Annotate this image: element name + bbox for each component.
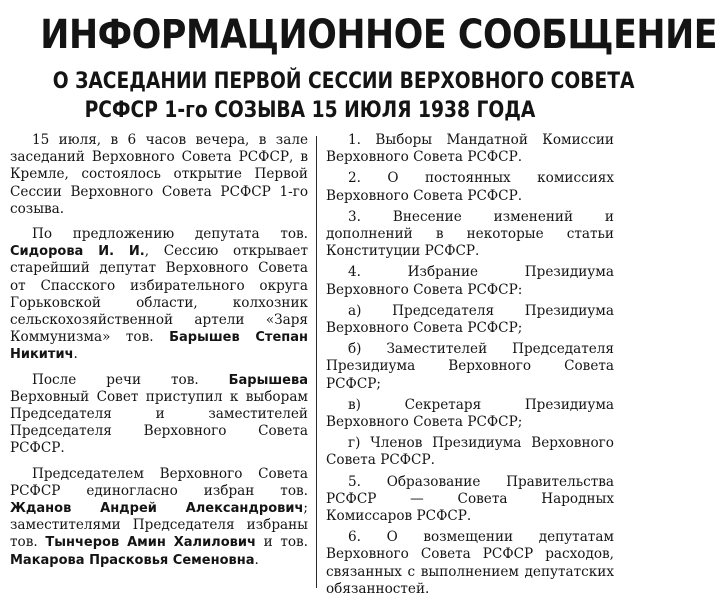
text: ; заместителями Председателя избраны тов. xyxy=(10,500,308,551)
agenda-subitem: а) Председателя Президиума Верховного Совета РСФСР; xyxy=(326,302,614,337)
agenda-item: 1. Выборы Мандатной Комиссии Верховного Совета РСФСР. xyxy=(326,132,614,166)
text: По предложению депутата тов. xyxy=(32,226,308,243)
subheadline-line-1: О ЗАСЕДАНИИ ПЕРВОЙ СЕССИИ ВЕРХОВНОГО СОВЕТА xyxy=(52,68,635,94)
left-column xyxy=(10,132,308,577)
text: , Сессию открывает старейший депутат Верховного Совета от Спасского избирательного округа Горьковской области, колхозник сельскохозяйственной артели «Заря Коммунизма» тов. xyxy=(10,243,308,346)
agenda-column xyxy=(326,132,614,602)
paragraph-proposal xyxy=(10,226,308,364)
agenda-item: 3. Внесение изменений и дополнений в некоторые статьи Конституции РСФСР. xyxy=(326,208,614,260)
text: . xyxy=(73,346,78,363)
subheadline-line-2: РСФСР 1-го СОЗЫВА 15 ИЮЛЯ 1938 ГОДА xyxy=(84,97,536,123)
person-name: Жданов Андрей Александрович xyxy=(10,501,304,517)
person-name: Барышева xyxy=(228,372,308,388)
agenda-item: 2. О постоянных комиссиях Верховного Совета РСФСР. xyxy=(326,170,614,204)
agenda-item: 5. Образование Правительства РСФСР — Совета Народных Комиссаров РСФСР. xyxy=(326,473,614,525)
text: После речи тов. xyxy=(32,371,229,388)
paragraph-after-speech xyxy=(10,372,308,458)
column-divider xyxy=(316,136,317,588)
text: и тов. xyxy=(255,534,309,551)
text: Верховный Совет приступил к выборам Председателя и заместителей Председателя Верховного Совета РСФСР. xyxy=(10,388,308,457)
person-name: Макарова Прасковья Семеновна xyxy=(10,552,255,568)
agenda-subitem: г) Членов Президиума Верховного Совета РСФСР. xyxy=(326,435,614,469)
agenda-item: 4. Избрание Президиума Верховного Совета РСФСР: xyxy=(326,264,614,298)
headline: ИНФОРМАЦИОННОЕ СООБЩЕНИЕ xyxy=(40,12,717,58)
paragraph-election xyxy=(10,466,308,569)
agenda-subitem: в) Секретаря Президиума Верховного Совета РСФСР; xyxy=(326,396,614,431)
person-name: Барышев Степан Никитич xyxy=(10,330,309,363)
person-name: Сидорова И. И. xyxy=(10,244,145,260)
text: Председателем Верховного Совета РСФСР единогласно избран тов. xyxy=(10,465,308,499)
person-name: Тынчеров Амин Халилович xyxy=(45,535,256,551)
agenda-item: 6. О возмещении депутатам Верховного Совета РСФСР расходов, связанных с выполнением депутатских обязанностей. xyxy=(326,529,614,597)
text: . xyxy=(254,551,259,568)
agenda-subitem: б) Заместителей Председателя Президиума Верховного Совета РСФСР; xyxy=(326,341,614,392)
paragraph-opening: 15 июля, в 6 часов вечера, в зале заседаний Верховного Совета РСФСР, в Кремле, состоялось открытие Первой Сессии Верховного Совета РСФСР 1-го созыва. xyxy=(10,132,308,217)
